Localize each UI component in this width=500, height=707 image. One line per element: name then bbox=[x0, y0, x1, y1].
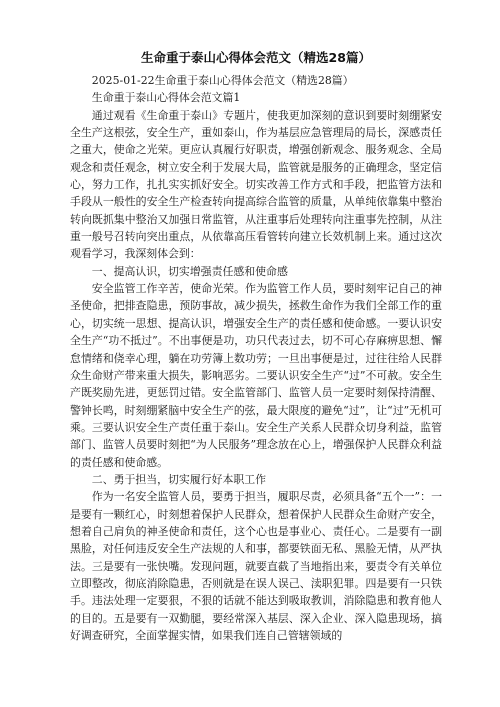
article-title: 生命重于泰山心得体会范文篇1 bbox=[91, 91, 241, 105]
document-title: 生命重于泰山心得体会范文（精选28篇） bbox=[141, 50, 371, 65]
section-1-paragraph: 安全监管工作辛苦，使命光荣。作为监管工作人员，要时刻牢记自己的神圣使命，把排查隐患，预防事故，减少损失，拯救生命作为我们全部工作的重心，切实统一思想、提高认识，增强安全生产的责任感和使命感。一要认识安全生产“功不抵过”。不出事便是功，功只代表过去，切不可心存麻痹思想、懈怠情绪和侥幸心理，躺在功劳簿上数功劳；一旦出事便是过，过往往给人民群众生命财产带来重大损失，影响恶劣。二要认识安全生产“过”不可赦。安全生产既奖励先进，更惩罚过错。安全监管部门、监管人员一定要时刻保持清醒、警钟长鸣，时刻绷紧脑中安全生产的弦，最大限度的避免“过”，让“过”无机可乘。三要认识安全生产责任重于泰山。安全生产关系人民群众切身利益，监管部门、监管人员要时刻把“为人民服务”理念放在心上，增强保护人民群众利益的责任感和使命感。 bbox=[70, 282, 442, 469]
section-2-paragraph: 作为一名安全监管人员，要勇于担当，履职尽责，必须具备“五个一”：一是要有一颗红心，时刻想着保护人民群众，想着保护人民群众生命财产安全，想着自己肩负的神圣使命和责任，这个心也是事业心、责任心。二是要有一副黑脸，对任何违反安全生产法规的人和事，都要铁面无私、黑脸无情，从严执法。三是要有一张快嘴。发现问题，就要直截了当地指出来，要责令有关单位立即整改，彻底消除隐患，否则就是在误人误己、渎职犯罪。四是要有一只铁手。违法处理一定要狠，不狠的话就不能达到吸取教训，消除隐患和教育他人的目的。五是要有一双勤腿，要经常深入基层、深入企业、深入隐患现场，搞好调查研究，全面掌握实情，如果我们连自己管辖领域的 bbox=[70, 490, 442, 642]
intro-paragraph: 通过观看《生命重于泰山》专题片，使我更加深刻的意识到要时刻绷紧安全生产这根弦，安全生产，重如泰山，作为基层应急管理局的局长，深感责任之重大，使命之光荣。更应认真履行好职责，增强创新观念、服务观念、全局观念和责任观念，树立安全利于发展大局，监管就是服务的正确理念，坚定信心，努力工作，扎扎实实抓好安全。切实改善工作方式和手段，把监管方法和手段从一般性的安全生产检查转向提高综合监管的质量，从单纯依靠集中整治转向既抓集中整治又加强日常监管，从注重事后处理转向注重事先控制，从注重一般号召转向突出重点，从依靠高压看管转向建立长效机制上来。通过这次观看学习，我深刻体会到： bbox=[70, 108, 442, 261]
date-line: 2025-01-22生命重于泰山心得体会范文（精选28篇） bbox=[91, 74, 354, 87]
section-1-heading: 一、提高认识，切实增强责任感和使命感 bbox=[91, 264, 288, 278]
section-2-heading: 二、勇于担当，切实履行好本职工作 bbox=[91, 472, 267, 486]
